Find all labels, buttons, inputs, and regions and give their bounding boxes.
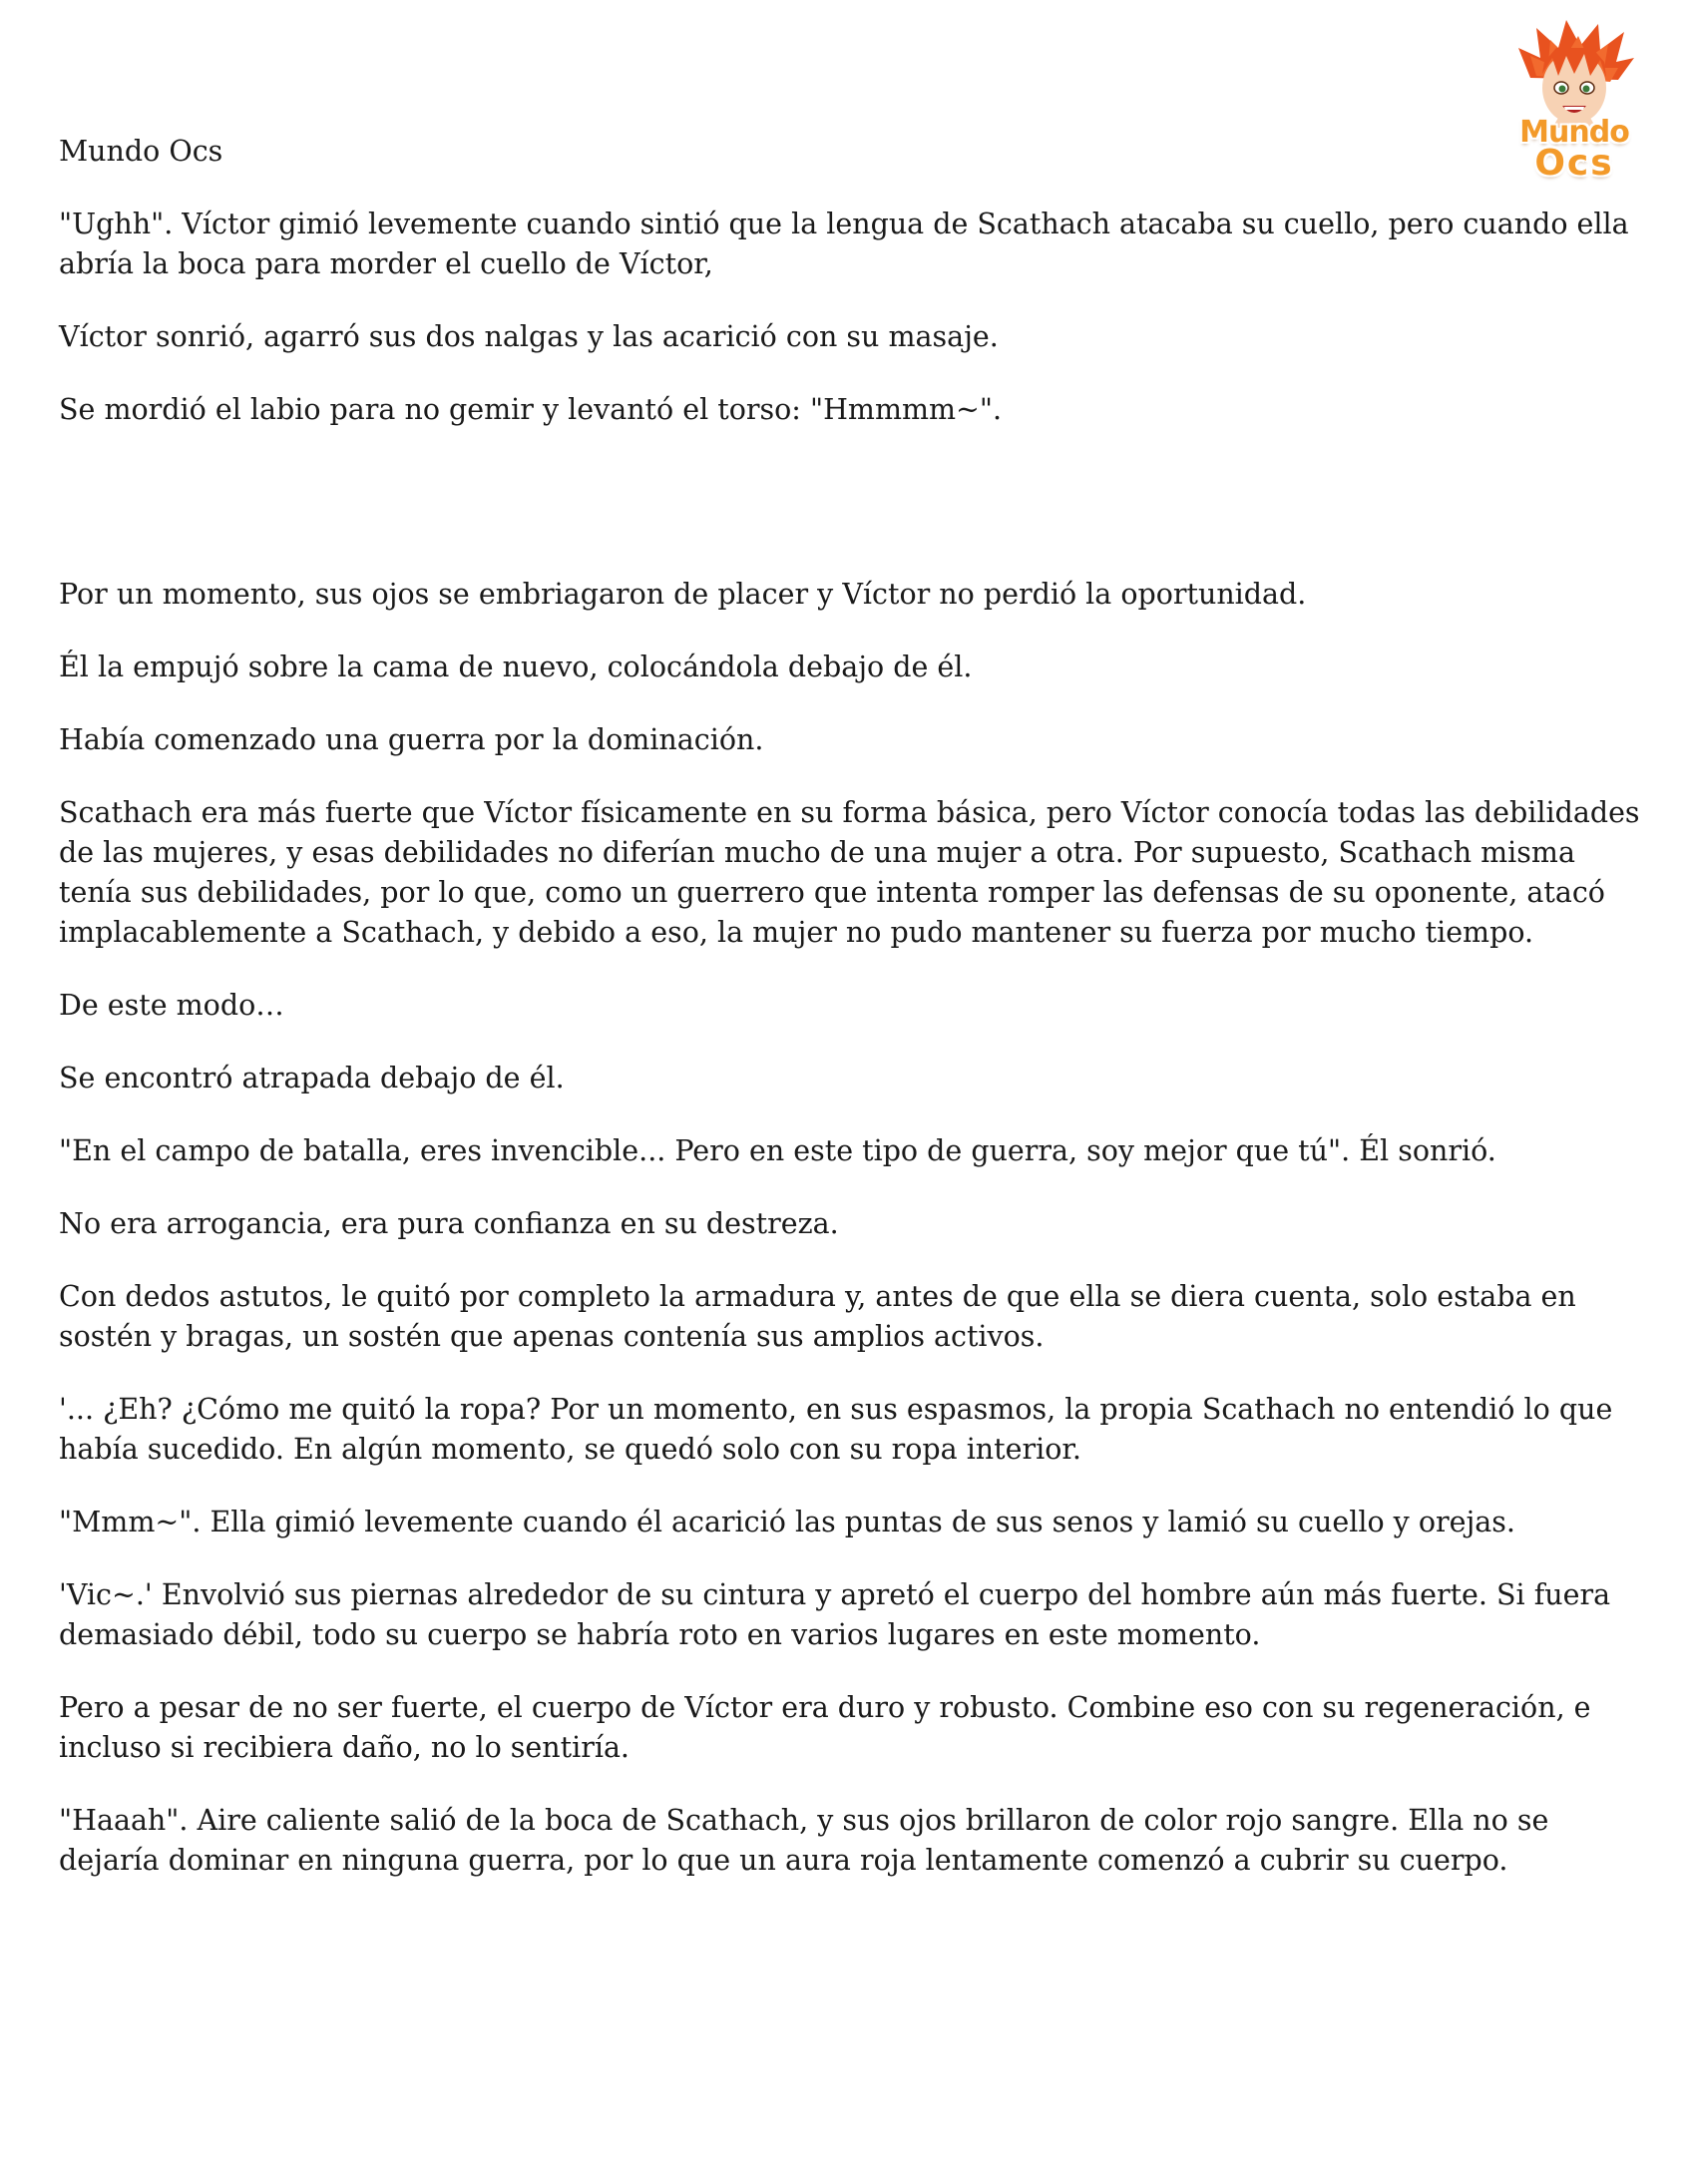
paragraph: 'Vic~.' Envolvió sus piernas alrededor de su cintura y apretó el cuerpo del hombre aún más fuerte. Si fuera demasiado débil, todo su cuerpo se habría roto en varios lugares en este momento. — [59, 1578, 1611, 1651]
paragraph: No era arrogancia, era pura confianza en su destreza. — [59, 1207, 839, 1240]
mundo-ocs-mascot-icon — [1500, 18, 1648, 128]
paragraph: Había comenzado una guerra por la dominación. — [59, 723, 764, 756]
paragraph: Por un momento, sus ojos se embriagaron de placer y Víctor no perdió la oportunidad. — [59, 578, 1307, 611]
paragraph: Se mordió el labio para no gemir y levantó el torso: "Hmmmm~". — [59, 393, 1003, 426]
logo-word-ocs: Ocs — [1534, 143, 1614, 184]
paragraph: Se encontró atrapada debajo de él. — [59, 1062, 565, 1094]
paragraph: '... ¿Eh? ¿Cómo me quitó la ropa? Por un momento, en sus espasmos, la propia Scathach no entendió lo que había sucedido. En algún momento, se quedó solo con su ropa interior. — [59, 1393, 1613, 1466]
paragraph: Víctor sonrió, agarró sus dos nalgas y las acarició con su masaje. — [59, 320, 999, 353]
paragraph: "Haaah". Aire caliente salió de la boca de Scathach, y sus ojos brillaron de color rojo sangre. Ella no se dejaría dominar en ninguna guerra, por lo que un aura roja lentamente comenzó a cubrir su cuerpo. — [59, 1804, 1549, 1877]
paragraph: Con dedos astutos, le quitó por completo la armadura y, antes de que ella se diera cuenta, solo estaba en sostén y bragas, un sostén que apenas contenía sus amplios activos. — [59, 1280, 1576, 1353]
logo-word-mundo: Mundo — [1519, 115, 1629, 150]
paragraph: "Mmm~". Ella gimió levemente cuando él acarició las puntas de sus senos y lamió su cuello y orejas. — [59, 1506, 1515, 1538]
paragraph: De este modo… — [59, 989, 284, 1022]
paragraph: "Ughh". Víctor gimió levemente cuando sintió que la lengua de Scathach atacaba su cuello, pero cuando ella abría la boca para morder el cuello de Víctor, — [59, 208, 1629, 280]
paragraph: Scathach era más fuerte que Víctor físicamente en su forma básica, pero Víctor conocía todas las debilidades de las mujeres, y esas debilidades no diferían mucho de una mujer a otra. Por supuesto, Scathach misma tenía sus debilidades, por lo que, como un guerrero que intenta romper las defensas de su oponente, atacó implacablemente a Scathach, y debido a eso, la mujer no pudo mantener su fuerza por mucho tiempo. — [59, 796, 1640, 949]
paragraph: "En el campo de batalla, eres invencible... Pero en este tipo de guerra, soy mejor que tú". Él sonrió. — [59, 1134, 1496, 1167]
paragraph: Él la empujó sobre la cama de nuevo, colocándola debajo de él. — [59, 651, 973, 683]
paragraph: Pero a pesar de no ser fuerte, el cuerpo de Víctor era duro y robusto. Combine eso con su regeneración, e incluso si recibiera daño, no lo sentiría. — [59, 1691, 1591, 1764]
document-body — [59, 132, 1645, 1914]
document-header: Mundo Ocs — [59, 135, 223, 168]
